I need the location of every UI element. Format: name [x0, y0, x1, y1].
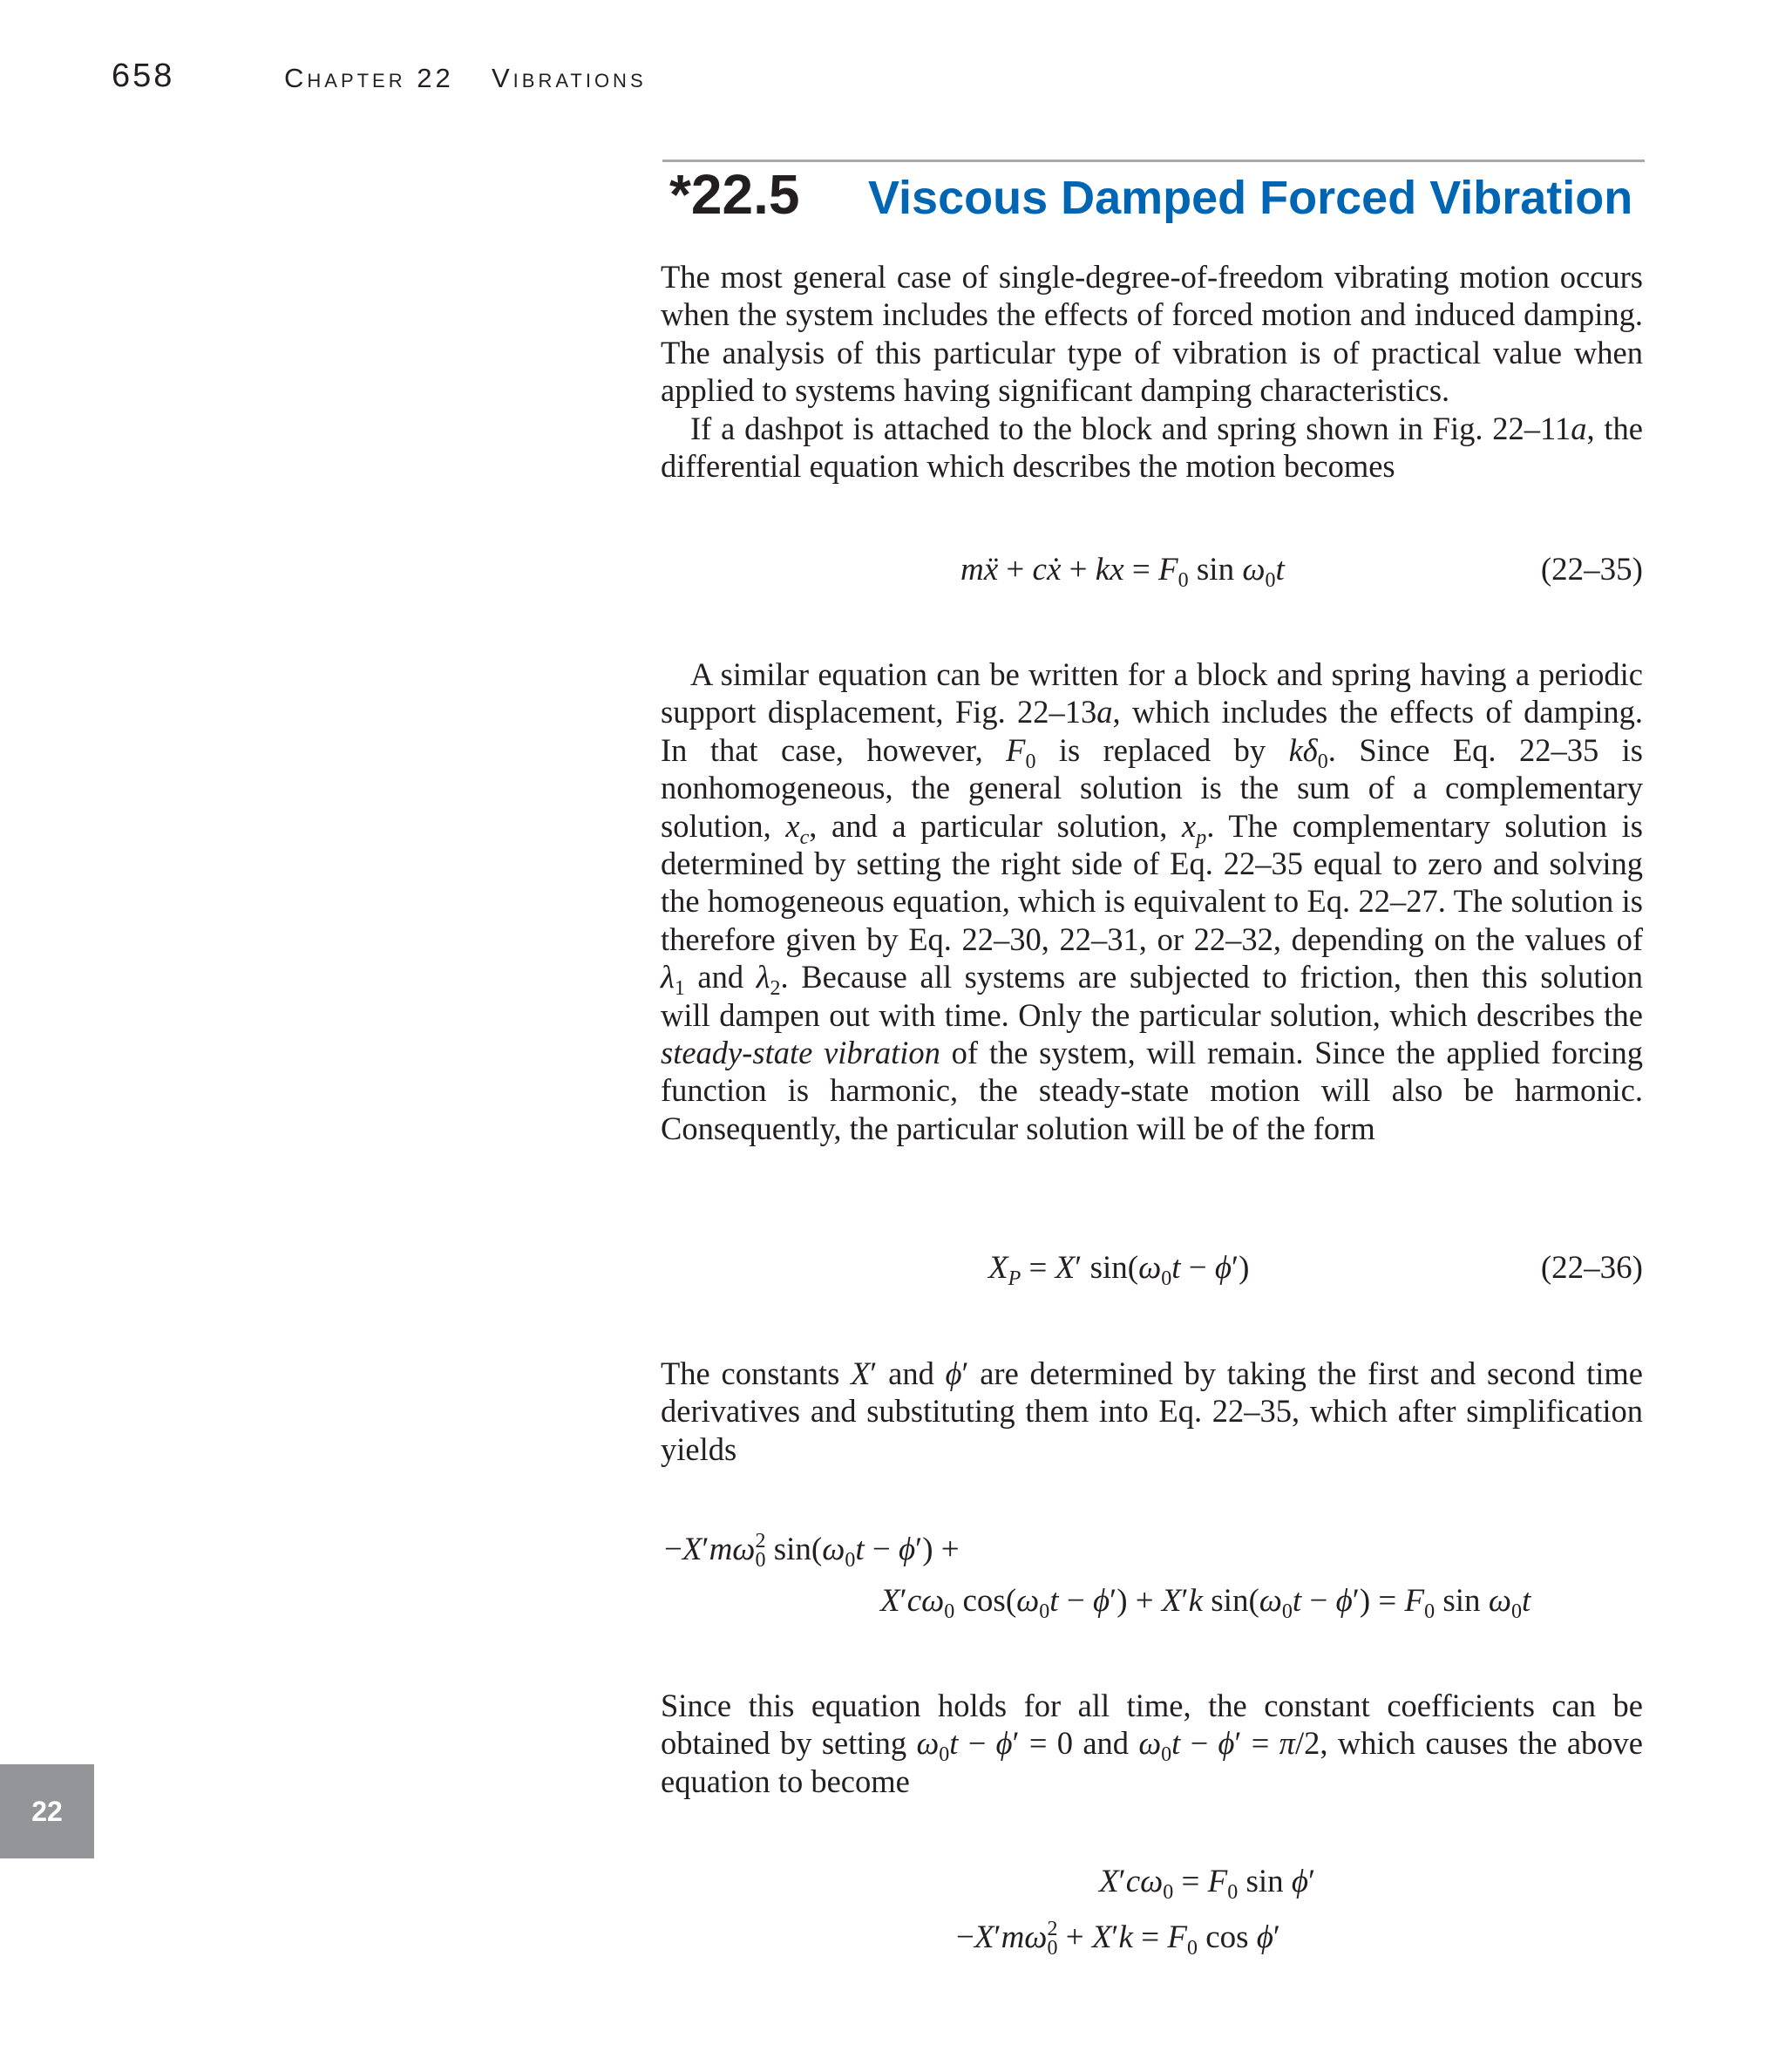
section-number: *22.5 [669, 163, 800, 226]
equation-substituted-line-2: $X'c\omega_0$ $\cos(\omega_0t - \phi') + X'k$ $\sin(\omega_0t - \phi') = F_0$ $\sin \omega_0t$ [880, 1583, 1531, 1623]
equation-substituted-line-1: $-X'm\omega_0^2$ $\sin(\omega_0t - \phi')$ + [664, 1530, 960, 1572]
paragraph-coefficients: Since this equation holds for all time, the constant coefficients can be obtained by setting $\omega_0t - \phi' = 0$ and $\omega_0t - \phi' = \pi/2$, which causes the above equation to become [661, 1688, 1643, 1799]
paragraph-intro: The most general case of single-degree-of-freedom vibrating motion occurs when the system includes the effects of forced motion and induced damping. The analysis of this particular type of vibration is of practical value when applied to systems having significant damping characteristics. If a dashpot is attached to the block and spring shown in Fig. 22–11a, the differential equation which describes the motion becomes [661, 259, 1643, 485]
section-title: Viscous Damped Forced Vibration [868, 172, 1633, 224]
equation-coefficients-2: $-X'm\omega_0^2 + X'k = F_0$ cos ϕ′ [956, 1918, 1281, 1960]
running-header [0, 58, 1785, 101]
equation-coefficients-1: $X'c\omega_0 = F_0$ sin ϕ′ [1099, 1864, 1316, 1904]
paragraph-constants: The constants X′ and ϕ′ are determined by taking the first and second time derivatives and substituting them into Eq. 22–35, which after simplification yields [661, 1355, 1643, 1467]
page-number: 658 [112, 58, 175, 94]
section-rule [662, 160, 1645, 162]
chapter-label: Chapter 22 [284, 63, 454, 93]
equation-number: (22–35) [1540, 552, 1643, 588]
equation-22-36 [661, 1249, 1643, 1293]
equation-number: (22–36) [1540, 1250, 1643, 1286]
equation-expression: $X_P = X'$ $\sin(\omega_0t - \phi')$ [988, 1250, 1250, 1290]
chapter-side-tab: 22 [0, 1764, 94, 1858]
chapter-title: Vibrations [492, 63, 647, 93]
equation-expression: mẍ + cẋ + kx = $F_0$ $\sin \omega_0t$ [960, 552, 1285, 592]
equation-22-35 [661, 551, 1643, 594]
paragraph-solution: A similar equation can be written for a block and spring having a periodic support displacement, Fig. 22–13a, which includes the effects of damping. In that case, however, $F_0$ is replaced by $k\delta_0$. Since Eq. 22–35 is nonhomogeneous, the general solution is the sum of a complementary solution, $x_c$, and a particular solution, $x_p$. The complementary solution is determined by setting the right side of Eq. 22–35 equal to zero and solving the homogeneous equation, which is equivalent to Eq. 22–27. The solution is therefore given by Eq. 22–30, 22–31, or 22–32, depending on the values of $\lambda_1$ and $\lambda_2$. Because all systems are subjected to friction, then this solution will dampen out with time. Only the particular solution, which describes the steady-state vibration of the system, will remain. Since the applied forcing function is harmonic, the steady-state motion will also be harmonic. Consequently, the particular solution will be of the form [661, 656, 1643, 1146]
